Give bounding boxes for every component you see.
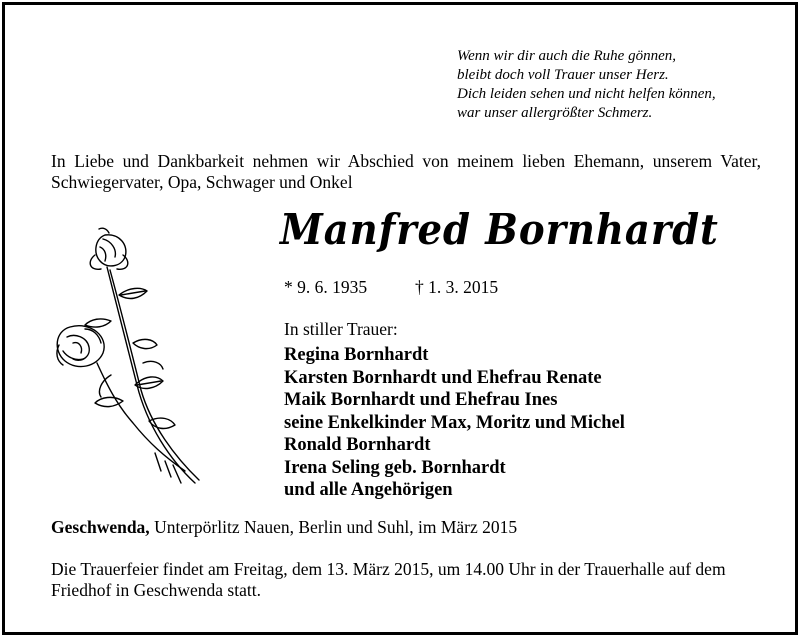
- mourner: Karsten Bornhardt und Ehefrau Renate: [284, 367, 602, 388]
- poem-line: Dich leiden sehen und nicht helfen können,: [457, 86, 716, 102]
- poem-line: war unser allergrößter Schmerz.: [457, 105, 653, 121]
- obituary-frame: [2, 2, 798, 635]
- place-town: Geschwenda,: [51, 517, 150, 537]
- mourner: Maik Bornhardt und Ehefrau Ines: [284, 390, 558, 410]
- poem: [457, 47, 716, 123]
- mourners-list: [284, 344, 625, 502]
- deceased-name: Manfred Bornhardt: [280, 205, 719, 254]
- mourner: und alle Angehörigen: [284, 480, 453, 500]
- poem-line: Wenn wir dir auch die Ruhe gönnen,: [457, 48, 677, 64]
- rose-illustration: [45, 225, 210, 490]
- mourner: Regina Bornhardt: [284, 345, 429, 365]
- intro-text: In Liebe und Dankbarkeit nehmen wir Abschied von meinem lieben Ehemann, unserem Vater, Schwiegervater, Opa, Schwager und Onkel: [51, 151, 761, 192]
- place-and-date: [51, 517, 517, 538]
- death-date: † 1. 3. 2015: [415, 277, 499, 297]
- poem-line: bleibt doch voll Trauer unser Herz.: [457, 67, 669, 83]
- mourner: Irena Seling geb. Bornhardt: [284, 457, 506, 478]
- mourner: seine Enkelkinder Max, Moritz und Michel: [284, 412, 625, 433]
- mourner: Ronald Bornhardt: [284, 435, 431, 455]
- mourning-label: In stiller Trauer:: [284, 319, 398, 339]
- funeral-service-info: Die Trauerfeier findet am Freitag, dem 13. März 2015, um 14.00 Uhr in der Trauerhalle auf dem Friedhof in Geschwenda statt.: [51, 559, 726, 600]
- life-dates: [284, 277, 499, 298]
- birth-date: * 9. 6. 1935: [284, 277, 368, 297]
- place-rest: Unterpörlitz Nauen, Berlin und Suhl, im März 2015: [149, 517, 518, 537]
